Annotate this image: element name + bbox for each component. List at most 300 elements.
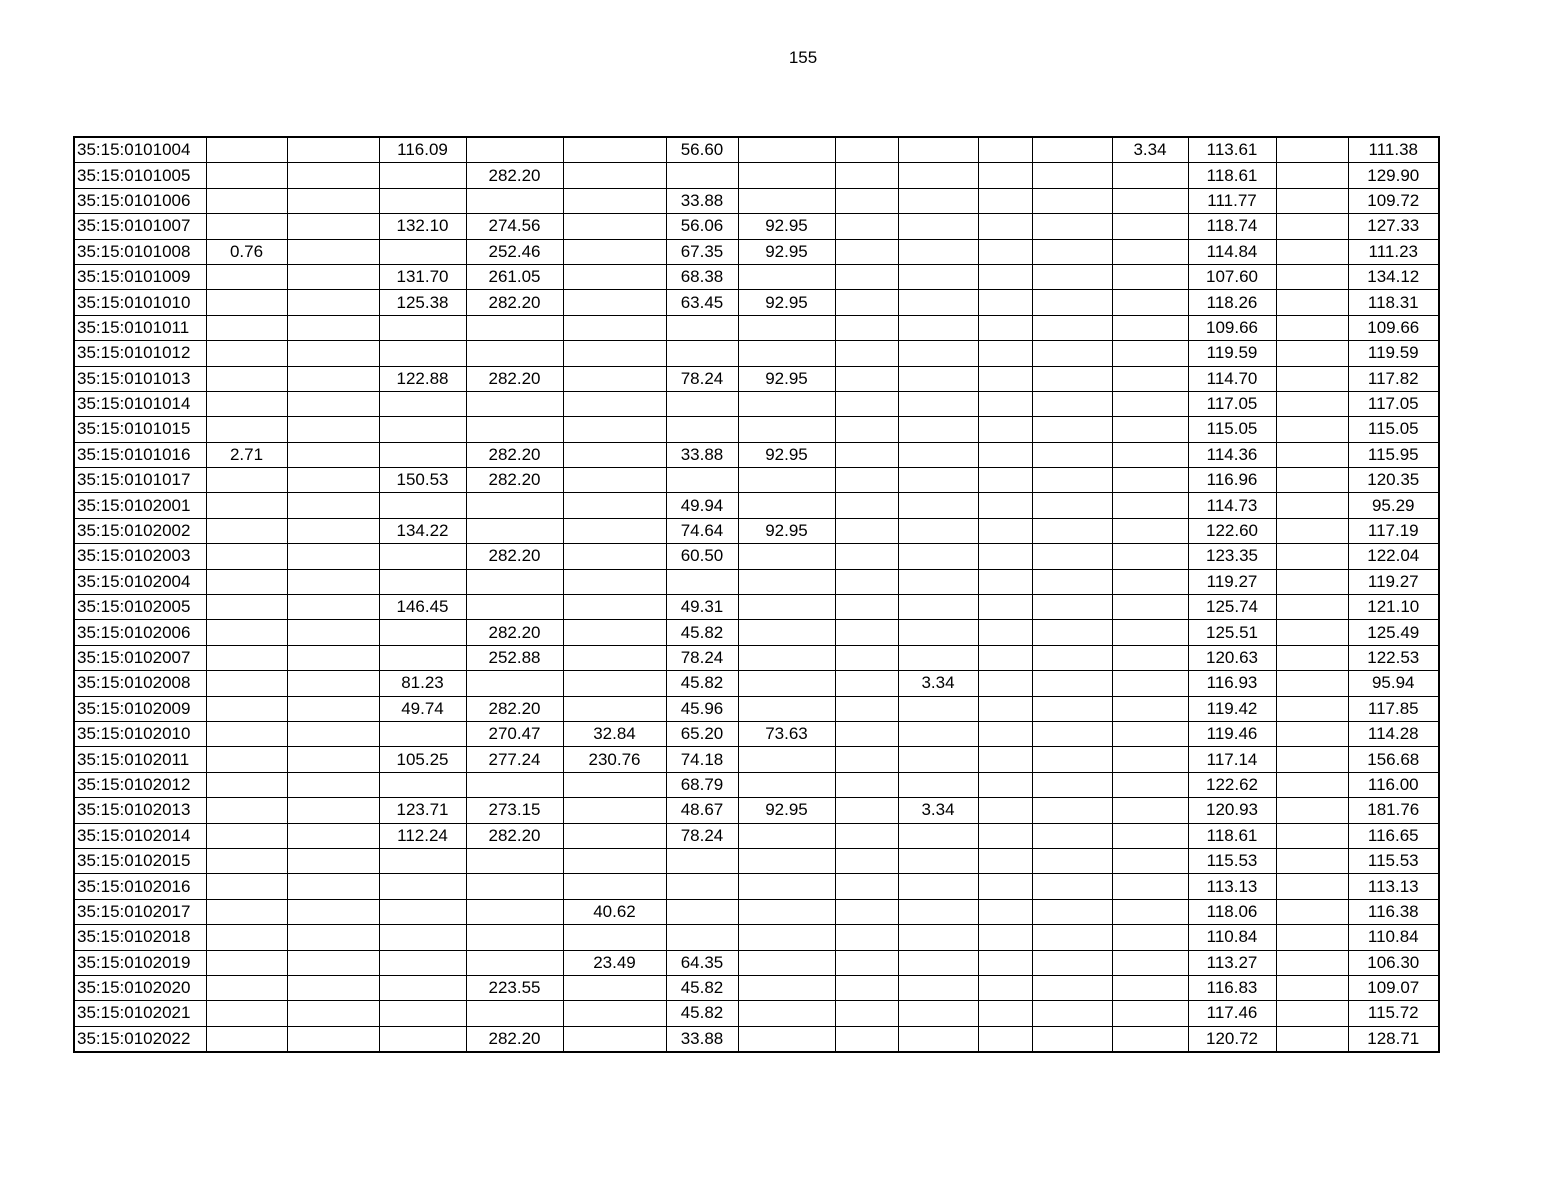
value-cell xyxy=(206,544,287,569)
value-cell xyxy=(738,163,835,188)
value-cell xyxy=(1112,188,1188,213)
value-cell: 223.55 xyxy=(466,975,563,1000)
value-cell xyxy=(835,975,898,1000)
value-cell xyxy=(563,772,666,797)
table-row xyxy=(74,214,1439,239)
value-cell xyxy=(1276,188,1348,213)
value-cell xyxy=(287,391,379,416)
value-cell: 92.95 xyxy=(738,290,835,315)
value-cell xyxy=(287,366,379,391)
value-cell xyxy=(1032,772,1112,797)
value-cell xyxy=(379,925,466,950)
value-cell: 120.63 xyxy=(1188,645,1276,670)
value-cell xyxy=(1112,645,1188,670)
value-cell xyxy=(379,772,466,797)
value-cell: 45.82 xyxy=(666,1001,738,1026)
value-cell xyxy=(287,747,379,772)
value-cell: 45.96 xyxy=(666,696,738,721)
value-cell xyxy=(898,290,978,315)
value-cell xyxy=(206,620,287,645)
value-cell xyxy=(738,569,835,594)
value-cell xyxy=(978,239,1032,264)
value-cell xyxy=(287,315,379,340)
value-cell xyxy=(206,137,287,163)
value-cell xyxy=(978,925,1032,950)
value-cell xyxy=(563,442,666,467)
value-cell xyxy=(898,214,978,239)
value-cell xyxy=(287,874,379,899)
table-row xyxy=(74,366,1439,391)
value-cell xyxy=(738,1026,835,1052)
value-cell xyxy=(738,874,835,899)
value-cell xyxy=(287,899,379,924)
value-cell xyxy=(206,1026,287,1052)
value-cell xyxy=(1276,823,1348,848)
value-cell xyxy=(835,569,898,594)
value-cell xyxy=(206,899,287,924)
value-cell: 115.72 xyxy=(1348,1001,1439,1026)
parcel-id-cell: 35:15:0102018 xyxy=(74,925,206,950)
value-cell xyxy=(563,366,666,391)
value-cell xyxy=(206,848,287,873)
value-cell: 230.76 xyxy=(563,747,666,772)
table-body xyxy=(74,137,1439,1052)
value-cell xyxy=(666,569,738,594)
value-cell xyxy=(1032,137,1112,163)
value-cell: 33.88 xyxy=(666,442,738,467)
value-cell xyxy=(1112,264,1188,289)
parcel-id-cell: 35:15:0102006 xyxy=(74,620,206,645)
value-cell xyxy=(898,442,978,467)
value-cell: 115.95 xyxy=(1348,442,1439,467)
value-cell xyxy=(287,950,379,975)
parcel-id-cell: 35:15:0101005 xyxy=(74,163,206,188)
value-cell: 119.42 xyxy=(1188,696,1276,721)
value-cell xyxy=(898,696,978,721)
value-cell xyxy=(206,950,287,975)
value-cell: 111.38 xyxy=(1348,137,1439,163)
value-cell xyxy=(666,899,738,924)
value-cell xyxy=(835,874,898,899)
value-cell xyxy=(206,366,287,391)
value-cell xyxy=(978,391,1032,416)
value-cell xyxy=(1032,366,1112,391)
value-cell: 282.20 xyxy=(466,290,563,315)
value-cell xyxy=(1032,493,1112,518)
value-cell xyxy=(1112,1026,1188,1052)
value-cell: 117.14 xyxy=(1188,747,1276,772)
table-row xyxy=(74,188,1439,213)
value-cell xyxy=(1032,925,1112,950)
value-cell xyxy=(738,772,835,797)
value-cell: 134.12 xyxy=(1348,264,1439,289)
value-cell: 132.10 xyxy=(379,214,466,239)
value-cell xyxy=(1276,848,1348,873)
value-cell xyxy=(898,595,978,620)
value-cell xyxy=(978,975,1032,1000)
value-cell xyxy=(978,1026,1032,1052)
value-cell: 49.31 xyxy=(666,595,738,620)
value-cell xyxy=(1276,874,1348,899)
parcel-id-cell: 35:15:0102010 xyxy=(74,721,206,746)
value-cell xyxy=(1276,747,1348,772)
value-cell xyxy=(563,341,666,366)
value-cell: 109.66 xyxy=(1348,315,1439,340)
parcel-id-cell: 35:15:0102007 xyxy=(74,645,206,670)
value-cell xyxy=(466,341,563,366)
value-cell xyxy=(1276,468,1348,493)
parcel-id-cell: 35:15:0102016 xyxy=(74,874,206,899)
table-row xyxy=(74,468,1439,493)
value-cell xyxy=(1112,366,1188,391)
table-row xyxy=(74,874,1439,899)
value-cell xyxy=(835,341,898,366)
value-cell xyxy=(466,950,563,975)
value-cell: 114.84 xyxy=(1188,239,1276,264)
value-cell xyxy=(1032,391,1112,416)
table-row xyxy=(74,315,1439,340)
value-cell xyxy=(206,417,287,442)
value-cell xyxy=(563,188,666,213)
value-cell xyxy=(1112,468,1188,493)
value-cell: 56.06 xyxy=(666,214,738,239)
value-cell xyxy=(206,798,287,823)
value-cell: 60.50 xyxy=(666,544,738,569)
value-cell: 115.05 xyxy=(1348,417,1439,442)
value-cell xyxy=(466,315,563,340)
value-cell xyxy=(738,188,835,213)
value-cell: 282.20 xyxy=(466,163,563,188)
value-cell xyxy=(466,417,563,442)
value-cell xyxy=(978,137,1032,163)
table-row xyxy=(74,798,1439,823)
value-cell xyxy=(466,671,563,696)
value-cell: 282.20 xyxy=(466,544,563,569)
value-cell: 3.34 xyxy=(1112,137,1188,163)
value-cell: 252.88 xyxy=(466,645,563,670)
value-cell xyxy=(738,264,835,289)
value-cell xyxy=(287,518,379,543)
value-cell xyxy=(738,747,835,772)
table-row xyxy=(74,823,1439,848)
value-cell: 114.28 xyxy=(1348,721,1439,746)
table-row xyxy=(74,620,1439,645)
value-cell xyxy=(1276,620,1348,645)
value-cell: 277.24 xyxy=(466,747,563,772)
value-cell xyxy=(1112,925,1188,950)
value-cell: 117.05 xyxy=(1188,391,1276,416)
value-cell xyxy=(898,315,978,340)
value-cell: 3.34 xyxy=(898,798,978,823)
value-cell: 119.59 xyxy=(1188,341,1276,366)
value-cell xyxy=(287,442,379,467)
value-cell xyxy=(1276,772,1348,797)
value-cell xyxy=(563,264,666,289)
value-cell xyxy=(563,848,666,873)
value-cell xyxy=(563,645,666,670)
table-row xyxy=(74,341,1439,366)
value-cell xyxy=(379,188,466,213)
value-cell xyxy=(379,442,466,467)
value-cell xyxy=(287,1001,379,1026)
value-cell xyxy=(1032,163,1112,188)
value-cell: 116.65 xyxy=(1348,823,1439,848)
value-cell: 119.27 xyxy=(1348,569,1439,594)
value-cell: 116.09 xyxy=(379,137,466,163)
value-cell xyxy=(379,493,466,518)
value-cell: 117.85 xyxy=(1348,696,1439,721)
value-cell: 117.19 xyxy=(1348,518,1439,543)
value-cell xyxy=(466,391,563,416)
table-row xyxy=(74,595,1439,620)
value-cell xyxy=(978,544,1032,569)
value-cell xyxy=(1032,188,1112,213)
value-cell xyxy=(1112,290,1188,315)
value-cell: 116.83 xyxy=(1188,975,1276,1000)
value-cell xyxy=(1276,671,1348,696)
value-cell xyxy=(666,874,738,899)
value-cell xyxy=(978,569,1032,594)
value-cell xyxy=(466,518,563,543)
value-cell xyxy=(835,366,898,391)
value-cell xyxy=(898,1026,978,1052)
value-cell xyxy=(287,721,379,746)
value-cell xyxy=(666,417,738,442)
value-cell xyxy=(738,899,835,924)
value-cell: 131.70 xyxy=(379,264,466,289)
value-cell: 118.31 xyxy=(1348,290,1439,315)
value-cell: 92.95 xyxy=(738,518,835,543)
value-cell xyxy=(1276,798,1348,823)
value-cell xyxy=(1276,1001,1348,1026)
parcel-id-cell: 35:15:0101015 xyxy=(74,417,206,442)
value-cell: 33.88 xyxy=(666,1026,738,1052)
value-cell xyxy=(206,493,287,518)
value-cell xyxy=(1112,1001,1188,1026)
value-cell: 115.05 xyxy=(1188,417,1276,442)
parcel-id-cell: 35:15:0101017 xyxy=(74,468,206,493)
value-cell xyxy=(206,468,287,493)
value-cell xyxy=(1112,747,1188,772)
value-cell: 122.88 xyxy=(379,366,466,391)
value-cell xyxy=(978,493,1032,518)
value-cell xyxy=(1032,315,1112,340)
value-cell: 45.82 xyxy=(666,975,738,1000)
value-cell xyxy=(978,671,1032,696)
value-cell xyxy=(466,137,563,163)
value-cell xyxy=(287,696,379,721)
value-cell xyxy=(978,188,1032,213)
value-cell xyxy=(563,620,666,645)
value-cell: 282.20 xyxy=(466,1026,563,1052)
value-cell xyxy=(835,442,898,467)
value-cell xyxy=(379,975,466,1000)
value-cell xyxy=(287,645,379,670)
value-cell xyxy=(1032,544,1112,569)
value-cell xyxy=(287,468,379,493)
value-cell: 115.53 xyxy=(1348,848,1439,873)
value-cell xyxy=(738,417,835,442)
value-cell: 122.62 xyxy=(1188,772,1276,797)
value-cell: 116.93 xyxy=(1188,671,1276,696)
value-cell: 110.84 xyxy=(1188,925,1276,950)
value-cell xyxy=(563,290,666,315)
value-cell: 56.60 xyxy=(666,137,738,163)
value-cell: 78.24 xyxy=(666,645,738,670)
value-cell: 68.79 xyxy=(666,772,738,797)
value-cell xyxy=(1276,163,1348,188)
parcel-id-cell: 35:15:0101014 xyxy=(74,391,206,416)
value-cell xyxy=(206,391,287,416)
value-cell: 112.24 xyxy=(379,823,466,848)
value-cell xyxy=(206,975,287,1000)
value-cell: 67.35 xyxy=(666,239,738,264)
value-cell: 78.24 xyxy=(666,823,738,848)
value-cell: 109.07 xyxy=(1348,975,1439,1000)
value-cell xyxy=(978,290,1032,315)
value-cell xyxy=(1276,315,1348,340)
value-cell xyxy=(1276,899,1348,924)
value-cell xyxy=(978,468,1032,493)
value-cell xyxy=(563,671,666,696)
value-cell xyxy=(1112,417,1188,442)
table-row xyxy=(74,417,1439,442)
value-cell xyxy=(898,417,978,442)
value-cell xyxy=(1032,239,1112,264)
value-cell xyxy=(563,239,666,264)
value-cell xyxy=(1032,341,1112,366)
value-cell xyxy=(1112,721,1188,746)
value-cell: 127.33 xyxy=(1348,214,1439,239)
value-cell xyxy=(1032,264,1112,289)
value-cell xyxy=(1276,137,1348,163)
value-cell xyxy=(466,1001,563,1026)
value-cell xyxy=(835,239,898,264)
value-cell xyxy=(835,848,898,873)
value-cell xyxy=(898,341,978,366)
value-cell xyxy=(898,747,978,772)
value-cell xyxy=(379,899,466,924)
value-cell xyxy=(206,747,287,772)
value-cell xyxy=(835,645,898,670)
table-row xyxy=(74,848,1439,873)
value-cell xyxy=(287,214,379,239)
value-cell xyxy=(206,290,287,315)
value-cell xyxy=(206,671,287,696)
value-cell xyxy=(1112,493,1188,518)
value-cell xyxy=(1032,721,1112,746)
value-cell xyxy=(206,163,287,188)
value-cell xyxy=(978,696,1032,721)
value-cell xyxy=(835,899,898,924)
value-cell xyxy=(738,595,835,620)
value-cell xyxy=(1032,442,1112,467)
value-cell: 3.34 xyxy=(898,671,978,696)
table-row xyxy=(74,518,1439,543)
value-cell: 120.72 xyxy=(1188,1026,1276,1052)
value-cell xyxy=(898,899,978,924)
value-cell xyxy=(1276,518,1348,543)
value-cell xyxy=(738,975,835,1000)
value-cell xyxy=(1276,925,1348,950)
value-cell xyxy=(206,595,287,620)
value-cell: 117.82 xyxy=(1348,366,1439,391)
value-cell xyxy=(978,772,1032,797)
value-cell: 95.94 xyxy=(1348,671,1439,696)
value-cell xyxy=(835,721,898,746)
parcel-id-cell: 35:15:0102001 xyxy=(74,493,206,518)
value-cell: 114.36 xyxy=(1188,442,1276,467)
value-cell xyxy=(287,848,379,873)
value-cell xyxy=(563,315,666,340)
value-cell xyxy=(835,950,898,975)
value-cell xyxy=(835,772,898,797)
value-cell xyxy=(379,569,466,594)
value-cell xyxy=(978,950,1032,975)
value-cell xyxy=(835,1001,898,1026)
value-cell xyxy=(1112,391,1188,416)
table-row xyxy=(74,645,1439,670)
value-cell xyxy=(1112,163,1188,188)
value-cell xyxy=(1112,544,1188,569)
value-cell xyxy=(1032,417,1112,442)
value-cell xyxy=(835,1026,898,1052)
value-cell xyxy=(1276,290,1348,315)
value-cell xyxy=(563,518,666,543)
value-cell xyxy=(466,595,563,620)
table-row xyxy=(74,442,1439,467)
value-cell xyxy=(978,163,1032,188)
value-cell xyxy=(1112,950,1188,975)
value-cell xyxy=(898,518,978,543)
value-cell xyxy=(1112,823,1188,848)
value-cell xyxy=(1112,696,1188,721)
value-cell xyxy=(563,493,666,518)
value-cell xyxy=(978,848,1032,873)
value-cell: 92.95 xyxy=(738,442,835,467)
value-cell: 92.95 xyxy=(738,239,835,264)
value-cell xyxy=(206,569,287,594)
value-cell xyxy=(978,264,1032,289)
value-cell xyxy=(206,721,287,746)
value-cell xyxy=(666,391,738,416)
value-cell xyxy=(1112,798,1188,823)
value-cell: 81.23 xyxy=(379,671,466,696)
value-cell xyxy=(287,595,379,620)
value-cell xyxy=(563,468,666,493)
value-cell xyxy=(1112,620,1188,645)
value-cell xyxy=(466,493,563,518)
parcel-id-cell: 35:15:0102002 xyxy=(74,518,206,543)
value-cell: 282.20 xyxy=(466,366,563,391)
value-cell xyxy=(466,569,563,594)
value-cell xyxy=(206,341,287,366)
value-cell xyxy=(1112,442,1188,467)
value-cell xyxy=(379,721,466,746)
value-cell xyxy=(563,595,666,620)
table-row xyxy=(74,975,1439,1000)
value-cell xyxy=(1032,975,1112,1000)
value-cell: 110.84 xyxy=(1348,925,1439,950)
value-cell xyxy=(287,772,379,797)
value-cell xyxy=(1112,671,1188,696)
value-cell xyxy=(1276,417,1348,442)
value-cell xyxy=(738,544,835,569)
value-cell xyxy=(738,823,835,848)
value-cell xyxy=(563,544,666,569)
value-cell xyxy=(835,315,898,340)
value-cell: 134.22 xyxy=(379,518,466,543)
